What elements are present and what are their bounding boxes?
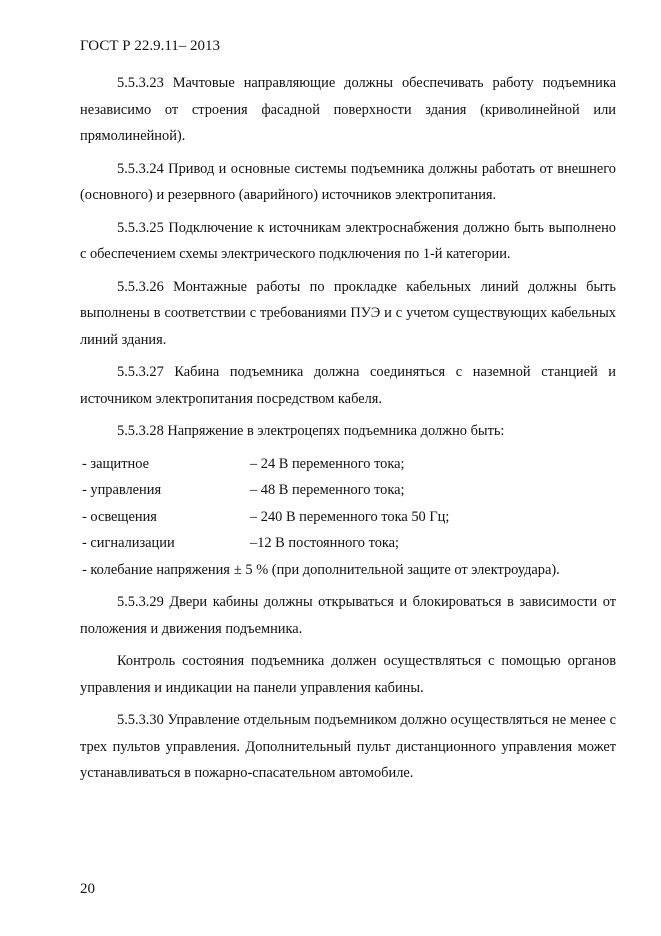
list-item — [80, 557, 616, 584]
status-control-paragraph: Контроль состояния подъемника должен осуществляться с помощью органов управления и индикации на панели управления кабины. — [80, 653, 616, 696]
clause-5-5-3-30: 5.5.3.30 Управление отдельным подъемником должно осуществляться не менее с трех пультов управления. Дополнительный пульт дистанционного управления может устанавливаться в пожарно-спасательном автомобиле. — [80, 712, 616, 781]
list-item — [80, 530, 616, 557]
voltage-circuit-name: - защитное — [82, 455, 149, 472]
clause-5-5-3-25: 5.5.3.25 Подключение к источникам электроснабжения должно быть выполнено с обеспечением схемы электрического подключения по 1-й категории. — [80, 219, 616, 262]
voltage-list — [80, 451, 616, 584]
list-item — [80, 477, 616, 504]
list-item — [80, 451, 616, 478]
document-body — [80, 70, 616, 793]
page-number: 20 — [80, 881, 95, 897]
voltage-value: – 24 В переменного тока; — [250, 455, 405, 472]
voltage-circuit-name: - колебание напряжения — [82, 561, 230, 578]
voltage-circuit-name: - освещения — [82, 508, 157, 525]
voltage-circuit-name: - управления — [82, 482, 162, 498]
clause-5-5-3-28: 5.5.3.28 Напряжение в электроцепях подъемника должно быть: — [117, 423, 505, 439]
clause-5-5-3-23: 5.5.3.23 Мачтовые направляющие должны обеспечивать работу подъемника независимо от строения фасадной поверхности здания (криволинейной или прямолинейной). — [80, 75, 616, 144]
voltage-circuit-name: - сигнализации — [82, 535, 175, 551]
voltage-value: –12 В постоянного тока; — [250, 535, 400, 551]
clause-5-5-3-24: 5.5.3.24 Привод и основные системы подъемника должны работать от внешнего (основного) и резервного (аварийного) источников электропитания. — [80, 160, 616, 203]
clause-5-5-3-26: 5.5.3.26 Монтажные работы по прокладке кабельных линий должны быть выполнены в соответствии с требованиями ПУЭ и с учетом существующих кабельных линий здания. — [80, 278, 616, 348]
clause-5-5-3-27: 5.5.3.27 Кабина подъемника должна соединяться с наземной станцией и источником электропитания посредством кабеля. — [80, 364, 616, 407]
document-code: ГОСТ Р 22.9.11– 2013 — [80, 38, 221, 54]
voltage-value: – 48 В переменного тока; — [250, 482, 405, 498]
voltage-value: – 240 В переменного тока 50 Гц; — [250, 508, 450, 525]
voltage-value: ± 5 % (при дополнительной защите от электроудара). — [233, 561, 560, 578]
clause-5-5-3-29: 5.5.3.29 Двери кабины должны открываться и блокироваться в зависимости от положения и движения подъемника. — [80, 594, 616, 637]
list-item — [80, 504, 616, 531]
